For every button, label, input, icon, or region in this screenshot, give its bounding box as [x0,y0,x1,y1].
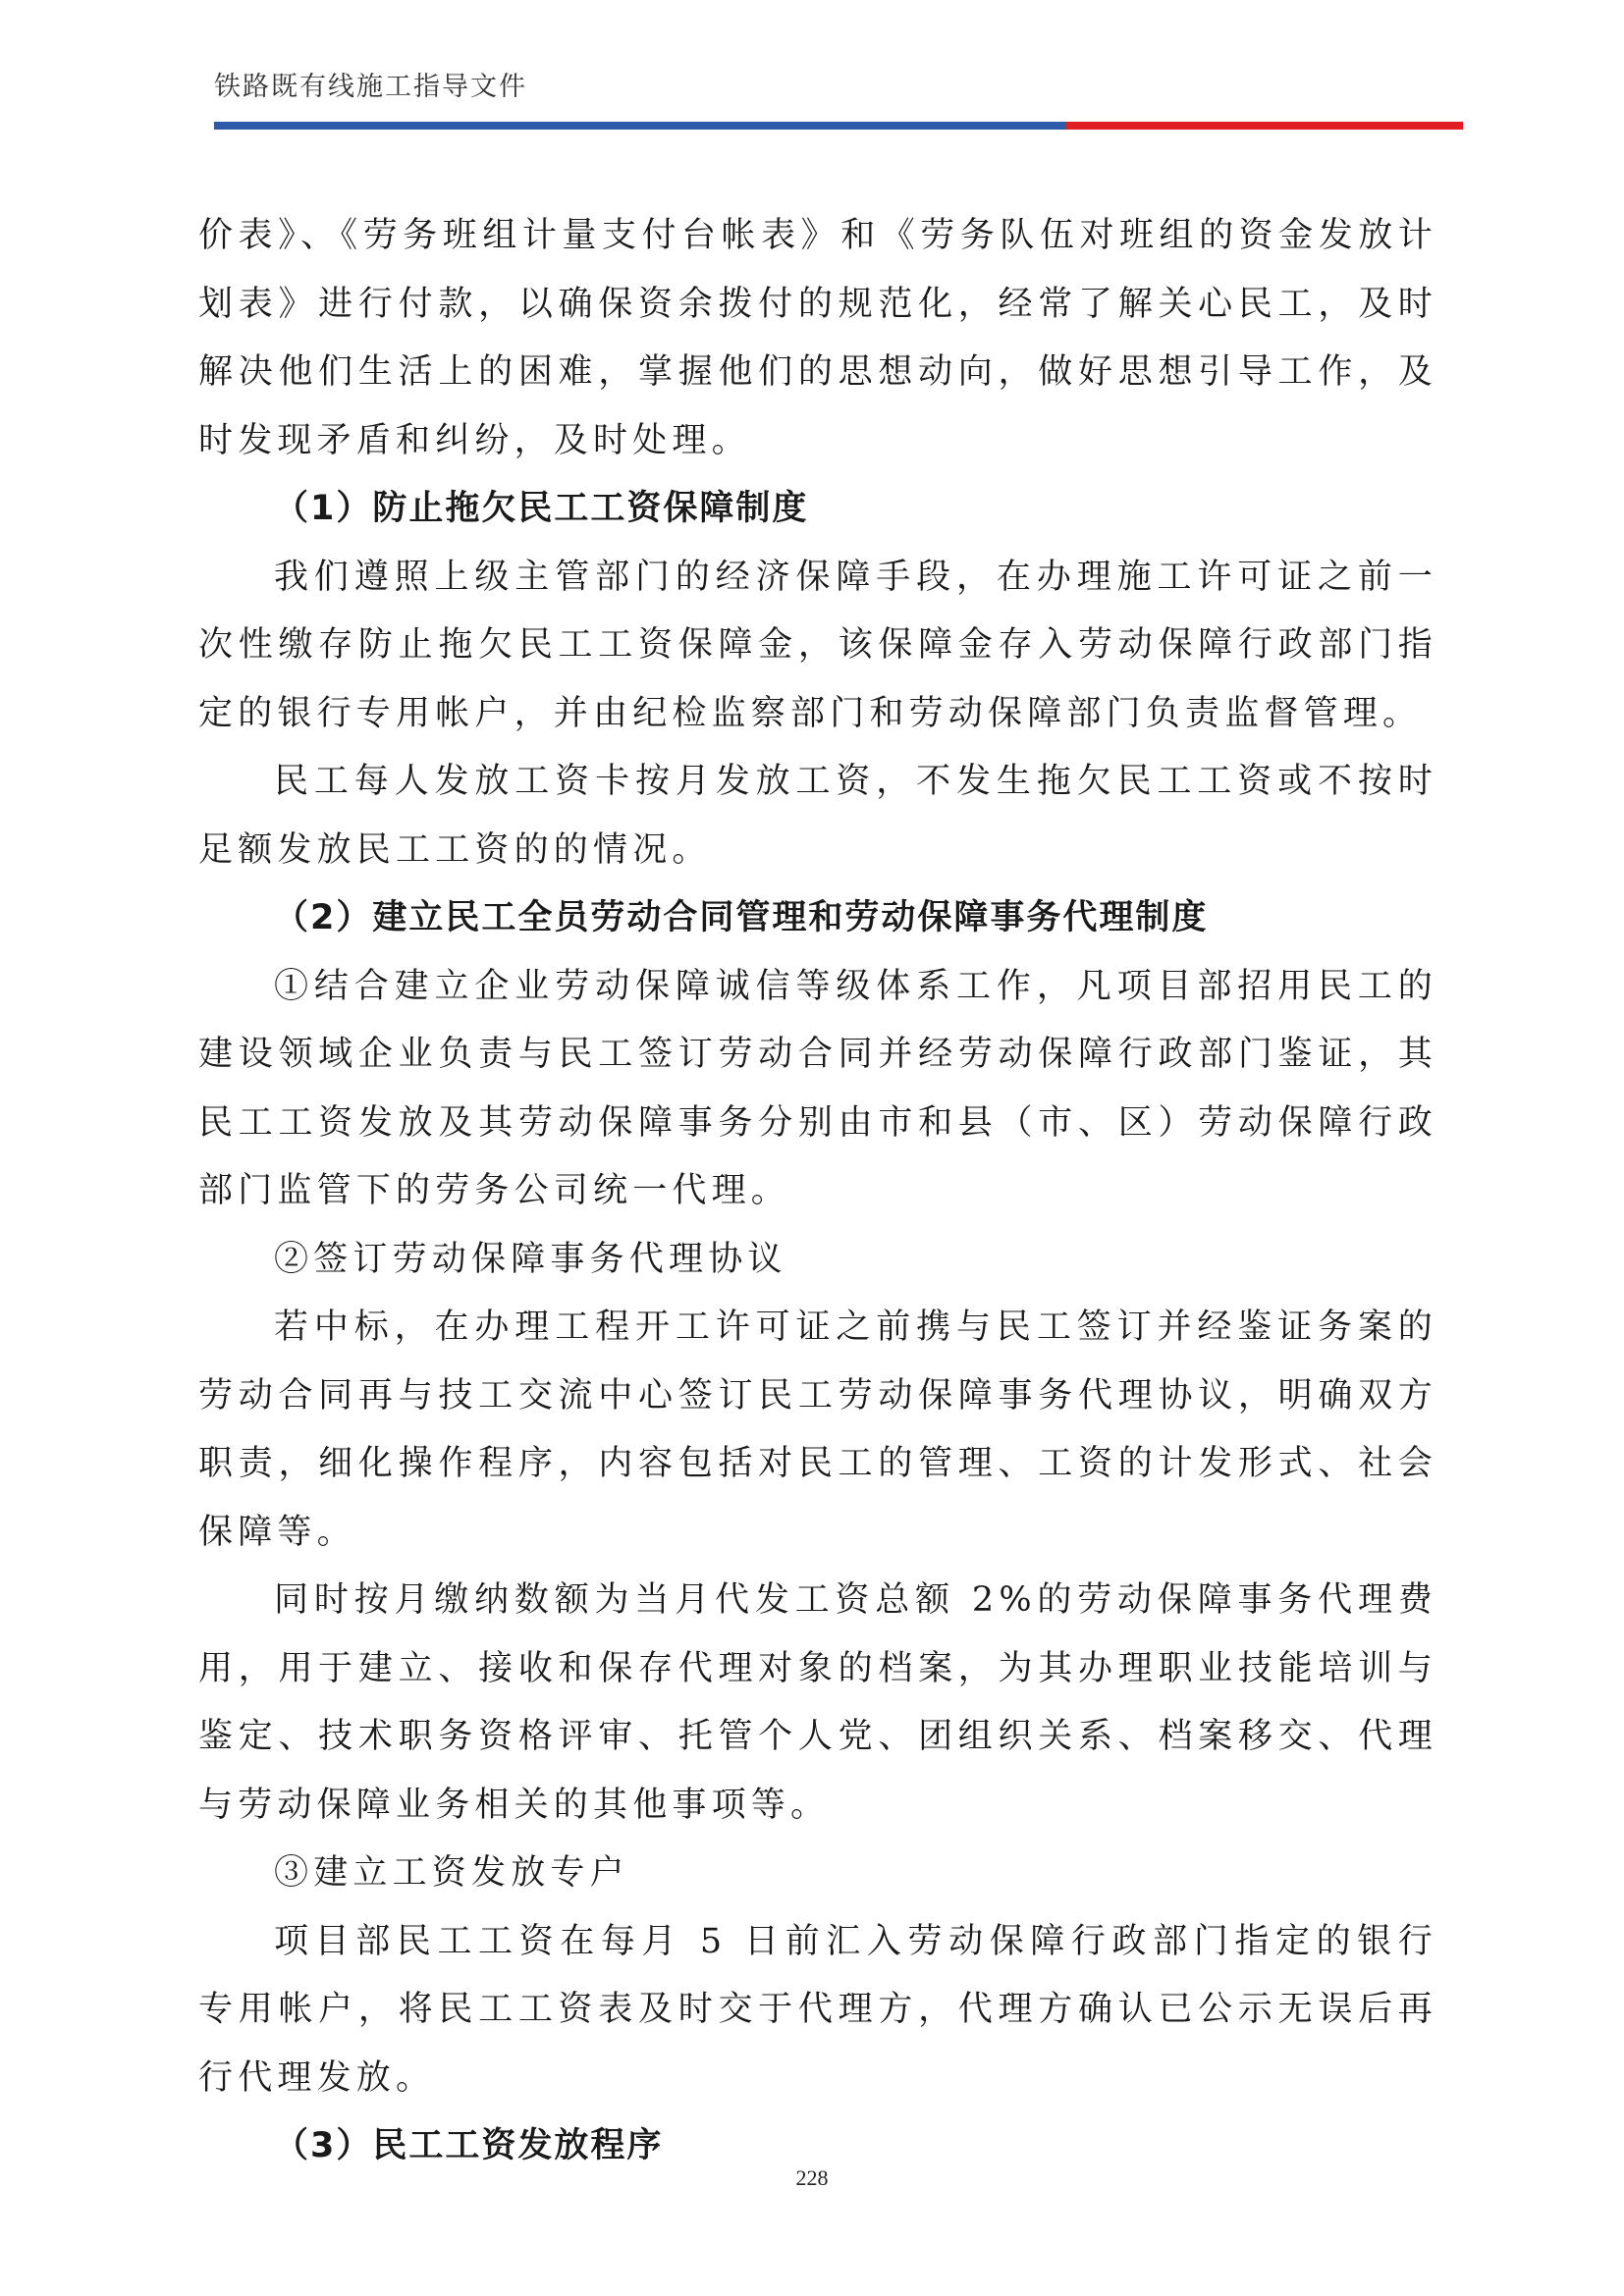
paragraph: 若中标，在办理工程开工许可证之前携与民工签订并经鉴证务案的劳动合同再与技工交流中心签订民工劳动保障事务代理协议，明确双方职责，细化操作程序，内容包括对民工的管理、工资的计发形式、社会保障等。 [198,1308,1437,1552]
paragraph: 项目部民工工资在每月 5 日前汇入劳动保障行政部门指定的银行专用帐户，将民工工资表及时交于代理方，代理方确认已公示无误后再行代理发放。 [198,1921,1437,2098]
paragraph-continuation: 价表》、《劳务班组计量支付台帐表》和《劳务队伍对班组的资金发放计划表》进行付款，以确保资余拨付的规范化，经常了解关心民工，及时解决他们生活上的困难，掌握他们的思想动向，做好思想引导工作，及时发现矛盾和纠纷，及时处理。 [198,216,1437,460]
paragraph: 民工每人发放工资卡按月发放工资，不发生拖欠民工工资或不按时足额发放民工工资的的情况。 [198,762,1437,870]
section-heading-1: （1）防止拖欠民工工资保障制度 [274,489,809,528]
paragraph: ①结合建立企业劳动保障诚信等级体系工作，凡项目部招用民工的建设领域企业负责与民工签订劳动合同并经劳动保障行政部门鉴证，其民工工资发放及其劳动保障事务分别由市和县（市、区）劳动保障行政部门监管下的劳务公司统一代理。 [198,966,1437,1210]
header-title: 铁路既有线施工指导文件 [214,72,527,102]
document-body [198,202,1437,2181]
page-number: 228 [795,2165,829,2190]
paragraph: 我们遵照上级主管部门的经济保障手段，在办理施工许可证之前一次性缴存防止拖欠民工工资保障金，该保障金存入劳动保障行政部门指定的银行专用帐户，并由纪检监察部门和劳动保障部门负责监督管理。 [198,557,1437,733]
header-rule-red [1065,122,1463,130]
section-heading-2: （2）建立民工全员劳动合同管理和劳动保障事务代理制度 [274,898,1209,937]
section-heading-3: （3）民工工资发放程序 [274,2126,664,2165]
sub-heading: ②签订劳动保障事务代理协议 [274,1239,787,1279]
sub-heading: ③建立工资发放专户 [274,1853,629,1893]
paragraph: 同时按月缴纳数额为当月代发工资总额 2%的劳动保障事务代理费用，用于建立、接收和保存代理对象的档案，为其办理职业技能培训与鉴定、技术职务资格评审、托管个人党、团组织关系、档案移交、代理与劳动保障业务相关的其他事项等。 [198,1580,1437,1825]
header-rule-blue [214,122,1065,130]
header-rule [214,122,1463,130]
